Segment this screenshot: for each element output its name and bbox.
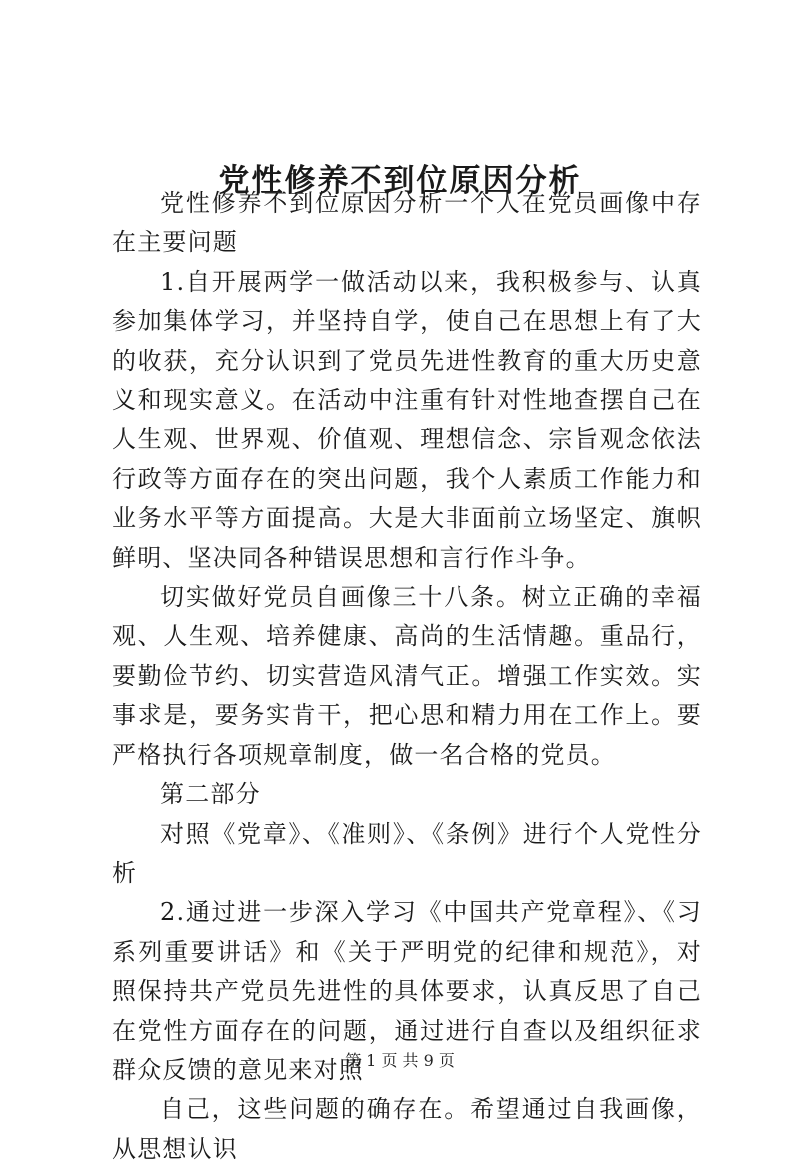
document-body xyxy=(112,184,702,1169)
paragraph-4: 自己，这些问题的确存在。希望通过自我画像，从思想认识 xyxy=(112,1095,702,1163)
paragraph-2: 切实做好党员自画像三十八条。树立正确的幸福观、人生观、培养健康、高尚的生活情趣。重品行，要勤俭节约、切实营造风清气正。增强工作实效。实事求是，要务实肯干，把心思和精力用在工作上。要严格执行各项规章制度，做一名合格的党员。 xyxy=(112,583,702,769)
section-subheading: 对照《党章》、《准则》、《条例》进行个人党性分析 xyxy=(112,819,702,887)
section-heading-part-two: 第二部分 xyxy=(160,780,261,809)
document-title: 党性修养不到位原因分析 xyxy=(218,162,582,199)
paragraph-intro: 党性修养不到位原因分析一个人在党员画像中存在主要问题 xyxy=(112,189,702,257)
page-number-footer: 第 1 页 共 9 页 xyxy=(345,1051,455,1070)
paragraph-3: 2.通过进一步深入学习《中国共产党章程》、《习系列重要讲话》和《关于严明党的纪律和规范》，对照保持共产党员先进性的具体要求，认真反思了自己在党性方面存在的问题，通过进行自查以及组织征求群众反馈的意见来对照 xyxy=(112,898,702,1084)
paragraph-1: 1.自开展两学一做活动以来，我积极参与、认真参加集体学习，并坚持自学，使自己在思想上有了大的收获，充分认识到了党员先进性教育的重大历史意义和现实意义。在活动中注重有针对性地查摆自己在人生观、世界观、价值观、理想信念、宗旨观念依法行政等方面存在的突出问题，我个人素质工作能力和业务水平等方面提高。大是大非面前立场坚定、旗帜鲜明、坚决同各种错误思想和言行作斗争。 xyxy=(112,267,702,572)
